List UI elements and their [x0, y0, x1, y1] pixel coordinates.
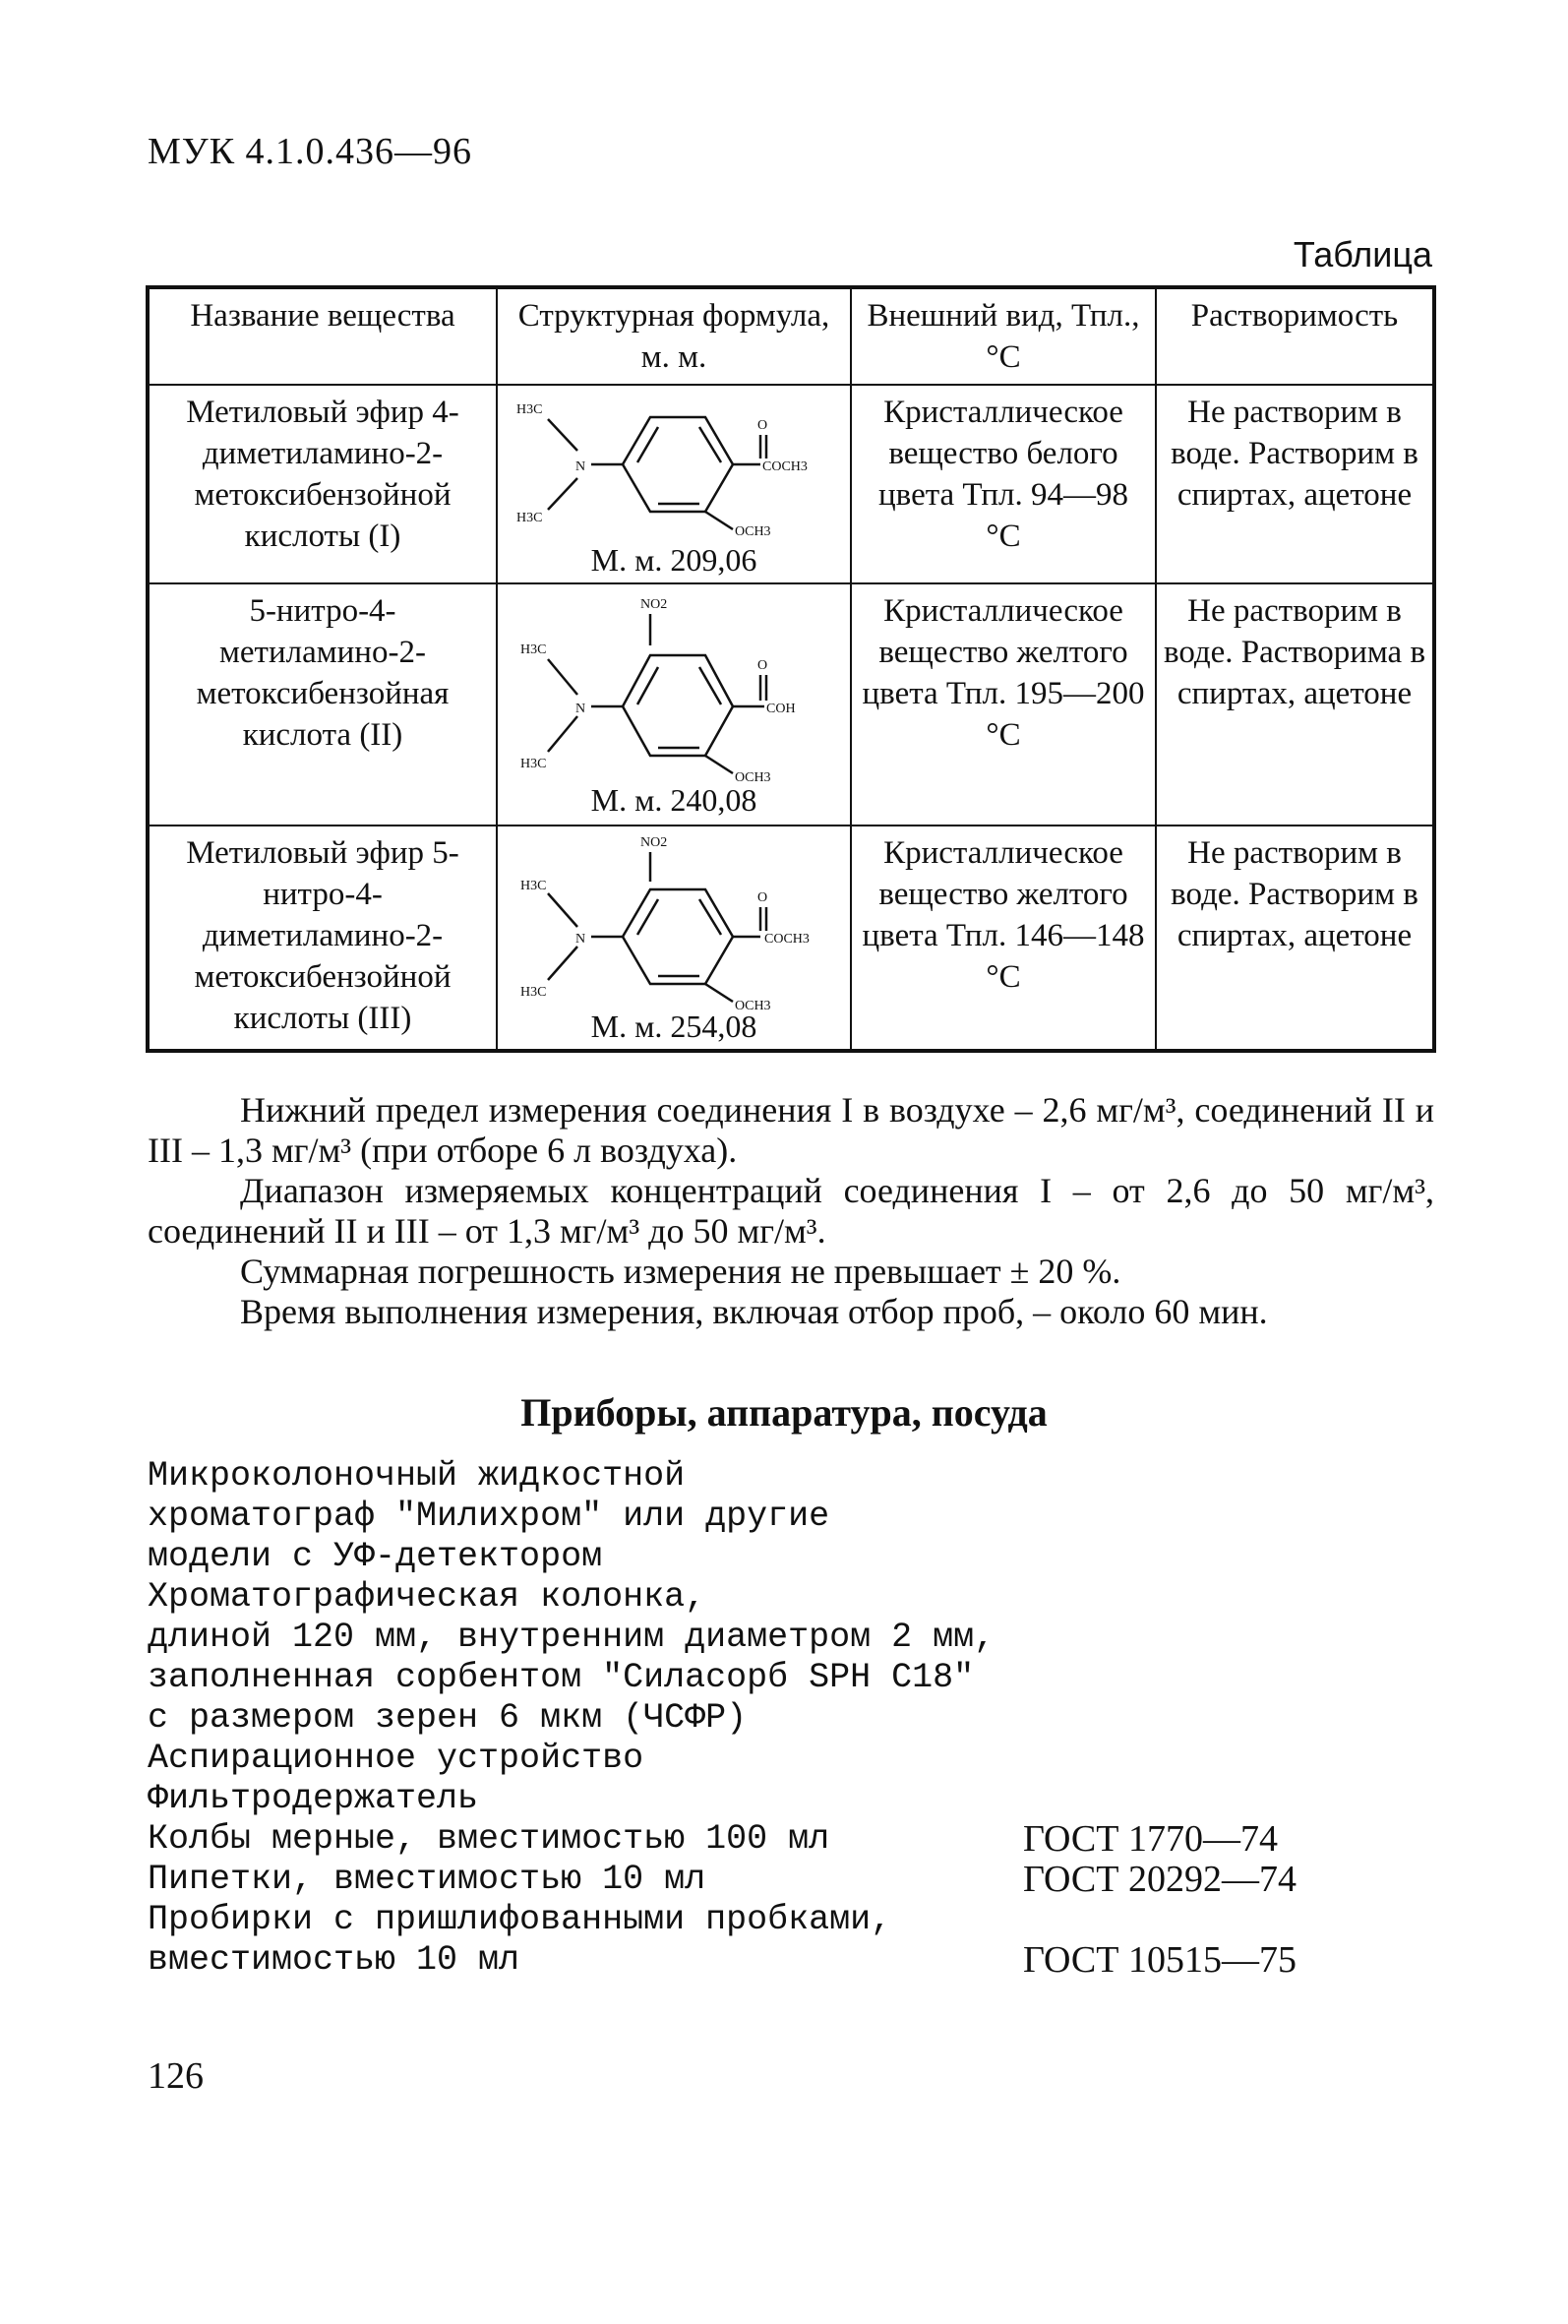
- equipment-name: Пробирки с пришлифованными пробками, вместимостью 10 мл: [148, 1900, 892, 1980]
- table-caption: Таблица: [1293, 234, 1432, 275]
- h3c-label: H3C: [520, 879, 547, 893]
- structural-formula-cell: [497, 385, 851, 583]
- carbonyl-label: COH: [766, 702, 796, 716]
- equipment-name: Хроматографическая колонка, длиной 120 мм, внутренним диаметром 2 мм, заполненная сорбентом "Силасорб SPH C18" с размером зерен 6 мкм (ЧСФР): [148, 1577, 995, 1738]
- carbonyl-label: COCH3: [762, 459, 808, 474]
- structural-formula-1: [507, 392, 841, 549]
- methoxy-label: OCH3: [735, 999, 771, 1013]
- structural-formula-2: [507, 590, 841, 789]
- gost-reference: ГОСТ 1770—74: [1023, 1818, 1278, 1860]
- paragraph: Суммарная погрешность измерения не превышает ± 20 %.: [240, 1252, 1121, 1291]
- h3c-label: H3C: [516, 402, 543, 417]
- paragraph: Нижний предел измерения соединения I в воздухе – 2,6 мг/м³, соединений II и III – 1,3 мг/м³ (при отборе 6 л воздуха).: [148, 1090, 1434, 1170]
- molecular-mass: М. м. 240,08: [590, 782, 757, 818]
- column-header: Структурная формула, м. м.: [497, 287, 851, 385]
- equipment-name: Колбы мерные, вместимостью 100 мл: [148, 1819, 830, 1859]
- list-item: [148, 1456, 1446, 1577]
- equipment-name: Микроколоночный жидкостной хроматограф "Милихром" или другие модели с УФ-детектором: [148, 1456, 830, 1576]
- paragraph: Время выполнения измерения, включая отбор проб, – около 60 мин.: [240, 1292, 1268, 1331]
- structural-formula-3: [507, 832, 841, 1015]
- substance-name: Метиловый эфир 4-диметиламино-2-метоксибензойной кислоты (I): [148, 385, 497, 583]
- substance-name: Метиловый эфир 5-нитро-4-диметиламино-2-метоксибензойной кислоты (III): [148, 826, 497, 1051]
- paragraph: Диапазон измеряемых концентраций соединения I – от 2,6 до 50 мг/м³, соединений II и III – от 1,3 мг/м³ до 50 мг/м³.: [148, 1171, 1434, 1251]
- substances-table: [146, 285, 1436, 1053]
- oxygen-label: O: [757, 658, 768, 673]
- list-item: [148, 1577, 1446, 1739]
- table-row: [148, 385, 1434, 583]
- list-item: [148, 1779, 1446, 1819]
- nitrogen-label: N: [575, 702, 586, 716]
- method-characteristics: [148, 1090, 1434, 1332]
- list-item: [148, 1860, 1446, 1900]
- table-row: [148, 826, 1434, 1051]
- solubility: Не растворим в воде. Растворим в спиртах, ацетоне: [1156, 826, 1434, 1051]
- list-item: [148, 1900, 1446, 1981]
- table-row: [148, 583, 1434, 826]
- page-number: 126: [148, 2055, 204, 2097]
- molecular-mass: М. м. 254,08: [590, 1009, 757, 1044]
- equipment-list: [148, 1456, 1446, 1981]
- carbonyl-label: COCH3: [764, 932, 810, 947]
- appearance: Кристаллическое вещество желтого цвета Тпл. 195—200 °C: [851, 583, 1156, 826]
- structural-formula-cell: [497, 583, 851, 826]
- oxygen-label: O: [757, 890, 768, 905]
- list-item: [148, 1819, 1446, 1860]
- section-title: Приборы, аппаратура, посуда: [520, 1390, 1048, 1435]
- gost-reference: ГОСТ 10515—75: [1023, 1939, 1297, 1981]
- substance-name: 5-нитро-4-метиламино-2-метоксибензойная кислота (II): [148, 583, 497, 826]
- h3c-label: H3C: [520, 985, 547, 1000]
- oxygen-label: O: [757, 418, 768, 433]
- column-header: Внешний вид, Тпл., °C: [851, 287, 1156, 385]
- appearance: Кристаллическое вещество белого цвета Тпл. 94—98 °C: [851, 385, 1156, 583]
- table-header-row: [148, 287, 1434, 385]
- h3c-label: H3C: [516, 511, 543, 525]
- gost-reference: ГОСТ 20292—74: [1023, 1859, 1297, 1900]
- column-header: Растворимость: [1156, 287, 1434, 385]
- equipment-name: Пипетки, вместимостью 10 мл: [148, 1860, 706, 1899]
- structural-formula-cell: [497, 826, 851, 1051]
- h3c-label: H3C: [520, 642, 547, 657]
- appearance: Кристаллическое вещество желтого цвета Тпл. 146—148 °C: [851, 826, 1156, 1051]
- methoxy-label: OCH3: [735, 770, 771, 785]
- h3c-label: H3C: [520, 757, 547, 771]
- methoxy-label: OCH3: [735, 524, 771, 539]
- list-item: [148, 1739, 1446, 1779]
- nitro-label: NO2: [640, 835, 668, 850]
- equipment-name: Фильтродержатель: [148, 1779, 479, 1818]
- solubility: Не растворим в воде. Растворима в спиртах, ацетоне: [1156, 583, 1434, 826]
- nitro-label: NO2: [640, 597, 668, 612]
- solubility: Не растворим в воде. Растворим в спиртах, ацетоне: [1156, 385, 1434, 583]
- column-header: Название вещества: [148, 287, 497, 385]
- nitrogen-label: N: [575, 932, 586, 947]
- nitrogen-label: N: [575, 459, 586, 474]
- molecular-mass: М. м. 209,06: [590, 542, 757, 578]
- document-code: МУК 4.1.0.436—96: [148, 131, 473, 172]
- equipment-name: Аспирационное устройство: [148, 1739, 644, 1778]
